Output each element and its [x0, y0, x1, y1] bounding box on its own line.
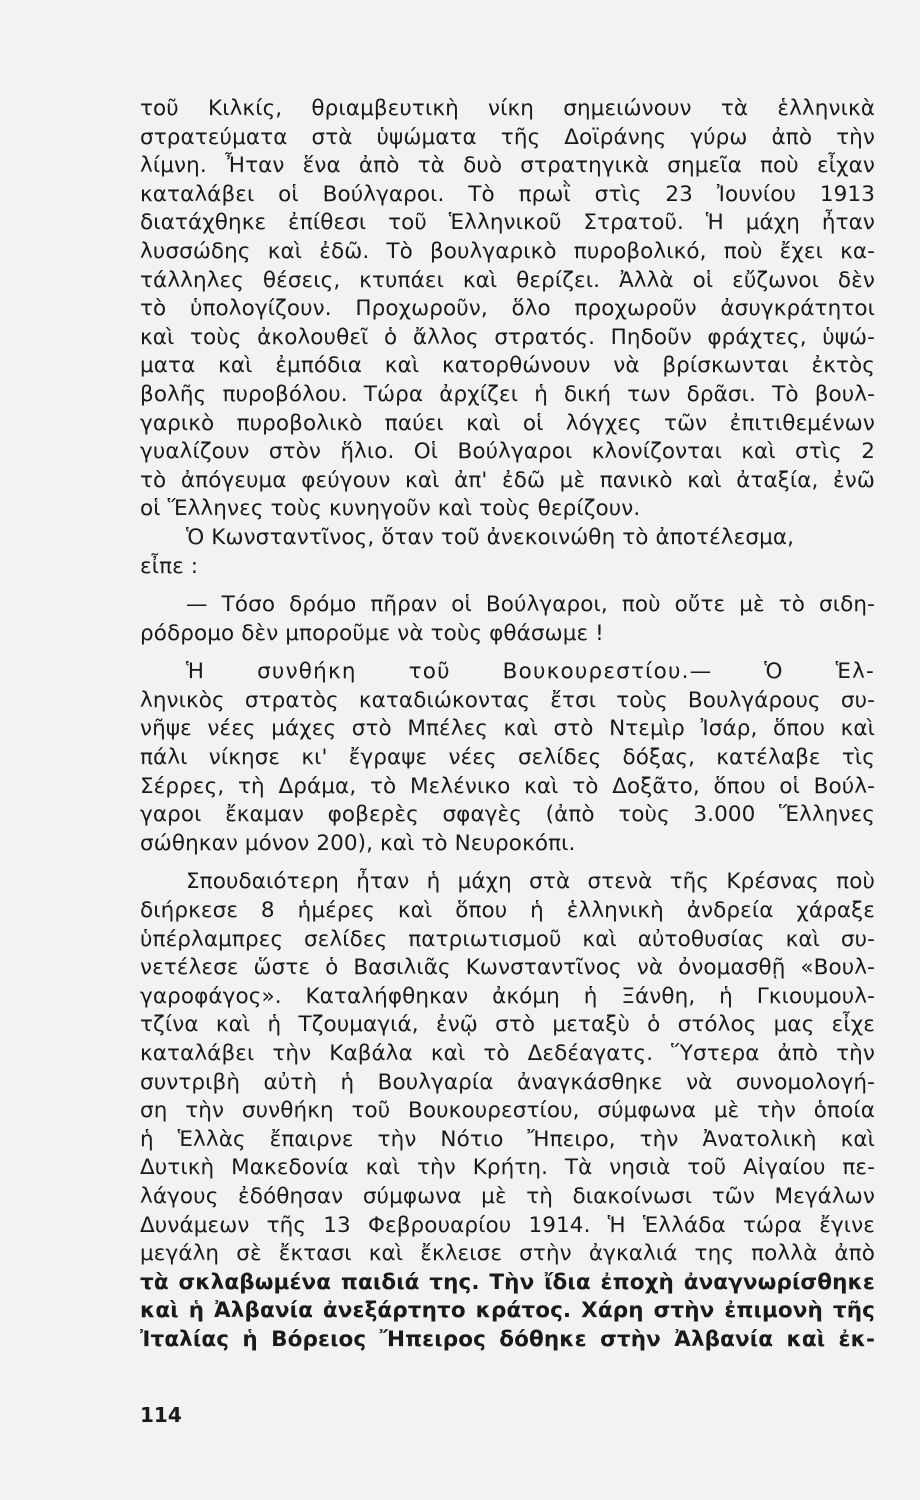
text-line: ἡ Ἑλλὰς ἔπαιρνε τὴν Νότιο Ἤπειρο, τὴν Ἀνατολικὴ καὶ — [140, 1126, 875, 1152]
text-line: λυσσώδης καὶ ἐδῶ. Τὸ βουλγαρικὸ πυροβολικό, ποὺ ἔχει κα- — [140, 238, 875, 264]
text-line: γαρικὸ πυροβολικὸ παύει καὶ οἱ λόγχες τῶν ἐπιτιθεμένων — [140, 410, 875, 436]
paragraph-gap — [140, 581, 875, 591]
text-line: ρόδρομο δὲν μποροῦμε νὰ τοὺς φθάσωμε ! — [140, 620, 604, 646]
text-line: τὰ σκλαβωμένα παιδιά της. Τὴν ἴδια ἐποχὴ ἀναγνωρίσθηκε — [140, 1269, 875, 1295]
text-line: βολῆς πυροβόλου. Τώρα ἀρχίζει ἡ δική των δρᾶσι. Τὸ βουλ- — [140, 381, 875, 407]
text-line: Δυτικὴ Μακεδονία καὶ τὴν Κρήτη. Τὰ νησιὰ τοῦ Αἰγαίου πε- — [140, 1155, 875, 1181]
paragraph-gap — [140, 858, 875, 868]
text-line: πάλι νίκησε κι' ἔγραψε νέες σελίδες δόξας, κατέλαβε τὶς — [140, 745, 875, 771]
section-heading: Ἡ συνθήκη τοῦ Βουκουρεστίου.— Ὁ Ἑλ- — [186, 659, 875, 685]
text-line: ὑπέρλαμπρες σελίδες πατριωτισμοῦ καὶ αὐτοθυσίας καὶ συ- — [140, 926, 875, 952]
text-line: σώθηκαν μόνον 200), καὶ τὸ Νευροκόπι. — [140, 830, 576, 856]
text-line: Ἰταλίας ἡ Βόρειος Ἤπειρος δόθηκε στὴν Ἀλβανία καὶ ἐκ- — [140, 1326, 875, 1352]
text-line: διατάχθηκε ἐπίθεσι τοῦ Ἑλληνικοῦ Στρατοῦ. Ἡ μάχη ἦταν — [140, 210, 875, 236]
text-line: Δυνάμεων τῆς 13 Φεβρουαρίου 1914. Ἡ Ἑλλάδα τώρα ἔγινε — [140, 1212, 875, 1238]
text-line: γαροφάγος». Καταλήφθηκαν ἀκόμη ἡ Ξάνθη, ἡ Γκιουμουλ- — [140, 983, 875, 1009]
text-line: τὸ ὑπολογίζουν. Προχωροῦν, ὅλο προχωροῦν ἀσυγκράτητοι — [140, 296, 875, 322]
text-line: μεγάλη σὲ ἔκτασι καὶ ἔκλεισε στὴν ἀγκαλιά της πολλὰ ἀπὸ — [140, 1241, 875, 1267]
text-line: καὶ τοὺς ἀκολουθεῖ ὁ ἄλλος στρατός. Πηδοῦν φράχτες, ὑψώ- — [140, 324, 875, 350]
text-line: Σέρρες, τὴ Δράμα, τὸ Μελένικο καὶ τὸ Δοξᾶτο, ὅπου οἱ Βούλ- — [140, 773, 875, 799]
text-line: λάγους ἐδόθησαν σύμφωνα μὲ τὴ διακοίνωσι τῶν Μεγάλων — [140, 1183, 875, 1209]
paragraph-start: Ὁ Κωνσταντῖνος, ὅταν τοῦ ἀνεκοινώθη τὸ ἀποτέλεσμα, — [186, 524, 795, 550]
paragraph-start: Σπουδαιότερη ἦταν ἡ μάχη στὰ στενὰ τῆς Κρέσνας ποὺ — [186, 869, 875, 895]
text-line: νετέλεσε ὥστε ὁ Βασιλιᾶς Κωνσταντῖνος νὰ ὀνομασθῇ «Βουλ- — [140, 955, 875, 981]
text-line: καταλάβει οἱ Βούλγαροι. Τὸ πρωῒ στὶς 23 Ἰουνίου 1913 — [140, 181, 875, 207]
text-line: τοῦ Κιλκίς, θριαμβευτικὴ νίκη σημειώνουν τὰ ἑλληνικὰ — [140, 96, 875, 121]
text-line: στρατεύματα στὰ ὑψώματα τῆς Δοϊράνης γύρω ἀπὸ τὴν — [140, 124, 875, 150]
dialogue-line: — Τόσο δρόμο πῆραν οἱ Βούλγαροι, ποὺ οὔτε μὲ τὸ σιδη- — [186, 592, 875, 618]
text-line: καὶ ἡ Ἀλβανία ἀνεξάρτητο κράτος. Χάρη στὴν ἐπιμονὴ τῆς — [140, 1298, 875, 1324]
text-line: γυαλίζουν στὸν ἥλιο. Οἱ Βούλγαροι κλονίζονται καὶ στὶς 2 — [140, 439, 875, 465]
text-line: νῆψε νέες μάχες στὸ Μπέλες καὶ στὸ Ντεμὶρ Ἰσάρ, ὅπου καὶ — [140, 716, 875, 742]
text-line: ληνικὸς στρατὸς καταδιώκοντας ἔτσι τοὺς Βουλγάρους συ- — [140, 687, 875, 713]
body-text — [140, 95, 875, 1355]
text-line: τάλληλες θέσεις, κτυπάει καὶ θερίζει. Ἀλλὰ οἱ εὔζωνοι δὲν — [140, 267, 875, 293]
paragraph-gap — [140, 648, 875, 658]
text-line: συντριβὴ αὐτὴ ἡ Βουλγαρία ἀναγκάσθηκε νὰ συνομολογή- — [140, 1069, 875, 1095]
text-line: εἶπε : — [140, 553, 199, 579]
text-line: ματα καὶ ἐμπόδια καὶ κατορθώνουν νὰ βρίσκωνται ἐκτὸς — [140, 353, 875, 379]
page-number: 114 — [140, 1403, 182, 1427]
text-line: λίμνη. Ἦταν ἕνα ἀπὸ τὰ δυὸ στρατηγικὰ σημεῖα ποὺ εἶχαν — [140, 153, 875, 179]
text-line: γαροι ἔκαμαν φοβερὲς σφαγὲς (ἀπὸ τοὺς 3.000 Ἕλληνες — [140, 802, 875, 828]
text-line: τζίνα καὶ ἡ Τζουμαγιά, ἐνῷ στὸ μεταξὺ ὁ στόλος μας εἶχε — [140, 1012, 875, 1038]
text-line: καταλάβει τὴν Καβάλα καὶ τὸ Δεδέαγατς. Ὕστερα ἀπὸ τὴν — [140, 1041, 875, 1066]
text-line: ση τὴν συνθήκη τοῦ Βουκουρεστίου, σύμφωνα μὲ τὴν ὁποία — [140, 1098, 875, 1124]
text-line: τὸ ἀπόγευμα φεύγουν καὶ ἀπ' ἐδῶ μὲ πανικὸ καὶ ἀταξία, ἐνῶ — [140, 467, 875, 493]
text-line: οἱ Ἕλληνες τοὺς κυνηγοῦν καὶ τοὺς θερίζουν. — [140, 496, 641, 522]
text-line: διήρκεσε 8 ἡμέρες καὶ ὅπου ἡ ἑλληνικὴ ἀνδρεία χάραξε — [140, 898, 875, 924]
